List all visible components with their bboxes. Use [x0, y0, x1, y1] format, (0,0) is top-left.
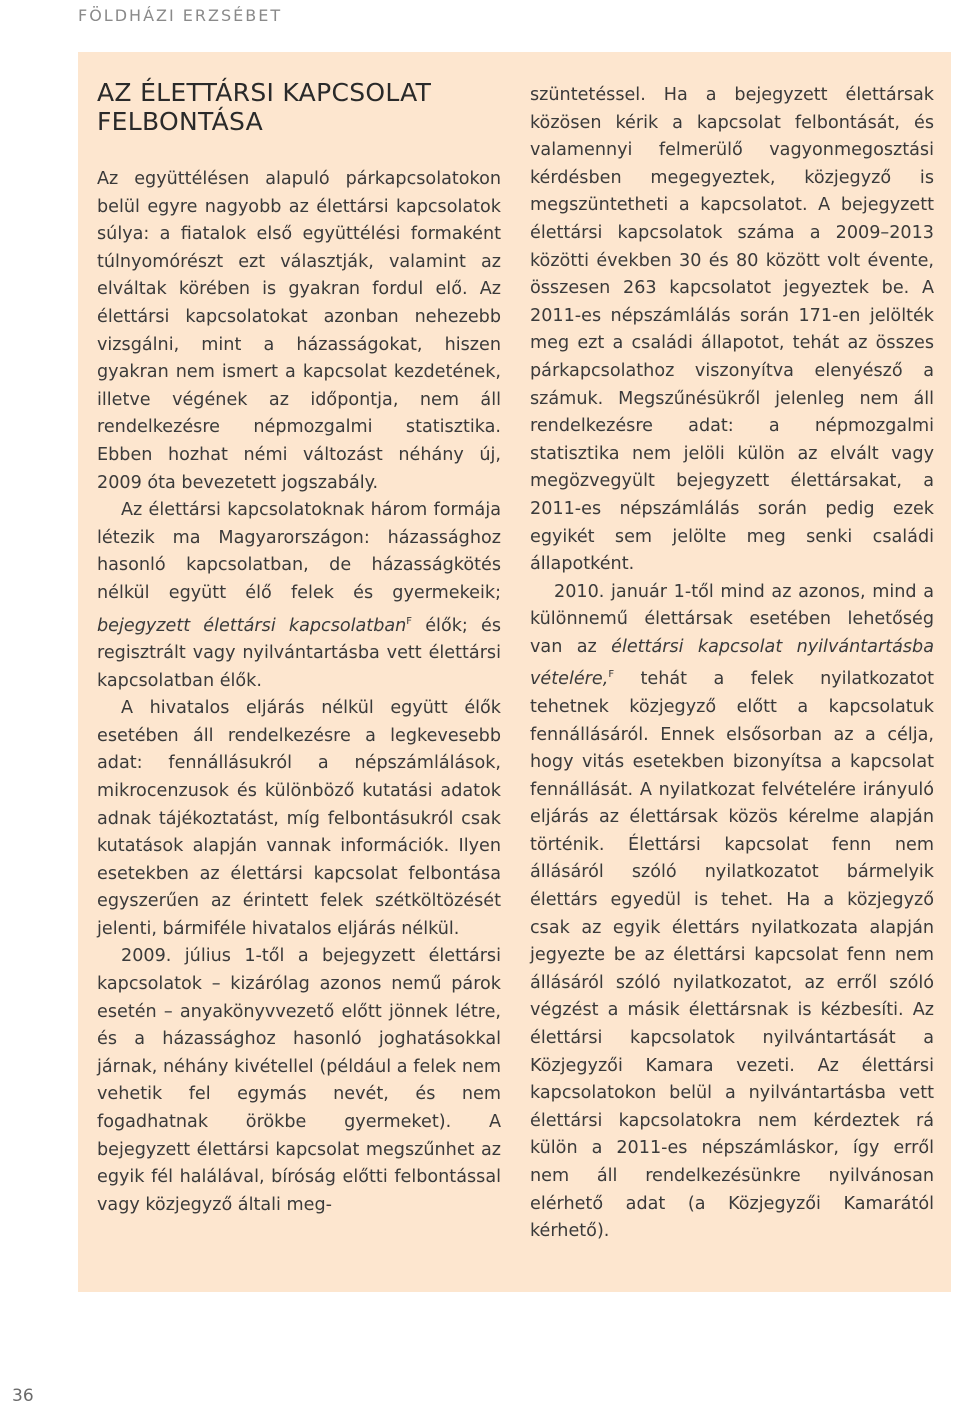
paragraph	[97, 497, 501, 695]
paragraph: A hivatalos eljárás nélkül együtt élők esetében áll rendelkezésre a legkevesebb adat: fennállásukról a népszámlálások, mikrocenzusok és különböző kutatási adatok adnak tájékoztatást, míg felbontásukról csak kutatások alapján vannak információk. Ilyen esetekben az élettársi kapcsolat felbontása egyszerűen az érintett felek szétköltözését jelenti, bármiféle hivatalos eljárás nélkül.	[97, 698, 501, 939]
text-run: Az élettársi kapcsolatoknak három formája létezik ma Magyarországon: házassághoz hasonló kapcsolatban, de házasságkötés nélkül együtt élő felek és gyermekeik;	[97, 500, 501, 603]
title-line-2: FELBONTÁSA	[97, 107, 264, 136]
right-column	[530, 82, 934, 1246]
text-run: élők; és regisztrált vagy nyilvántartásba vett élettársi kapcsolatban élők.	[97, 615, 501, 691]
italic-term: bejegyzett élettársi kapcsolatban	[97, 615, 407, 636]
article-box	[78, 52, 951, 1292]
text-run: tehát a felek nyilatkozatot tehetnek közjegyző előtt a kapcsolatuk fennállásáról. Ennek elsősorban az a célja, hogy vitás esetekben bizonyítsa a kapcsolat fennállását. A nyilatkozat felvételére irányuló eljárás az élettársak közös kérelme alapján történik. Élettársi kapcsolat fenn nem állásáról szóló nyilatkozatot bármelyik élettárs egyedül is tehet. Ha a közjegyző csak az egyik élettárs nyilatkozata alapján jegyezte be az élettársi kapcsolat fenn nem állásáról szóló nyilatkozatot, az erről szóló végzést a másik élettársnak is kézbesíti. Az élettársi kapcsolatok nyilvántartását a Közjegyzői Kamara vezeti. Az élettársi kapcsolatokon belül a nyilvántartásba vett élettársi kapcsolatokra nem kérdeztek rá külön a 2011-es népszámláskor, így erről nem áll rendelkezésünkre nyilvánosan elérhető adat (a Közjegyzői Kamarától kérhető).	[530, 669, 934, 1242]
page-number: 36	[12, 1386, 34, 1406]
text-run: 2010. január 1-től mind az azonos, mind a különnemű élettársak esetében lehetőség van az	[530, 581, 934, 657]
paragraph	[530, 579, 934, 1246]
paragraph: szüntetéssel. Ha a bejegyzett élettársak közösen kérik a kapcsolat felbontását, és valamennyi felmerülő vagyonmegosztási kérdésben megegyeztek, közjegyző is megszüntetheti a kapcsolatot. A bejegyzett élettársi kapcsolatok száma a 2009–2013 közötti években 30 és 80 között volt évente, összesen 263 kapcsolatot jegyeztek be. A 2011-es népszámlálás során 171-en jelölték meg ezt a családi állapotot, tehát az összes párkapcsolathoz viszonyítva elenyésző a számuk. Megszűnésükről jelenleg nem áll rendelkezésre adat: a népmozgalmi statisztika nem jelöli külön az elvált vagy megözvegyült bejegyzett élettársakat, a 2011-es népszámlálás során pedig ezek egyikét sem jelölte meg senki családi állapotként.	[530, 85, 934, 575]
paragraph: Az együttélésen alapuló párkapcsolatokon belül egyre nagyobb az élettársi kapcsolatok súlya: a fiatalok első együttélési formaként túlnyomórészt ezt választják, valamint az elváltak körében is gyakran fordul elő. Az élettársi kapcsolatokat azonban nehezebb vizsgálni, mint a házasságokat, hiszen gyakran nem ismert a kapcsolat kezdetének, illetve végének az időpontja, nem áll rendelkezésre népmozgalmi statisztika. Ebben hozhat némi változást néhány új, 2009 óta bevezetett jogszabály.	[97, 169, 501, 493]
left-column	[97, 78, 501, 1219]
italic-term: élettársi kapcsolat nyilvántartásba vételére,	[530, 636, 934, 690]
section-title	[97, 78, 501, 136]
footnote-marker: F	[406, 615, 413, 627]
title-line-1: AZ ÉLETTÁRSI KAPCSOLAT	[97, 78, 432, 107]
paragraph: 2009. július 1-től a bejegyzett élettársi kapcsolatok – kizárólag azonos nemű párok esetén – anyakönyvvezető előtt jönnek létre, és a házassághoz hasonló joghatásokkal járnak, néhány kivétellel (például a felek nem vehetik fel egymás nevét, és nem fogadhatnak örökbe gyermeket). A bejegyzett élettársi kapcsolat megszűnhet az egyik fél halálával, bíróság előtti felbontással vagy közjegyző általi meg-	[97, 946, 501, 1215]
running-header: FÖLDHÁZI ERZSÉBET	[78, 6, 283, 25]
footnote-marker: F	[608, 669, 615, 681]
